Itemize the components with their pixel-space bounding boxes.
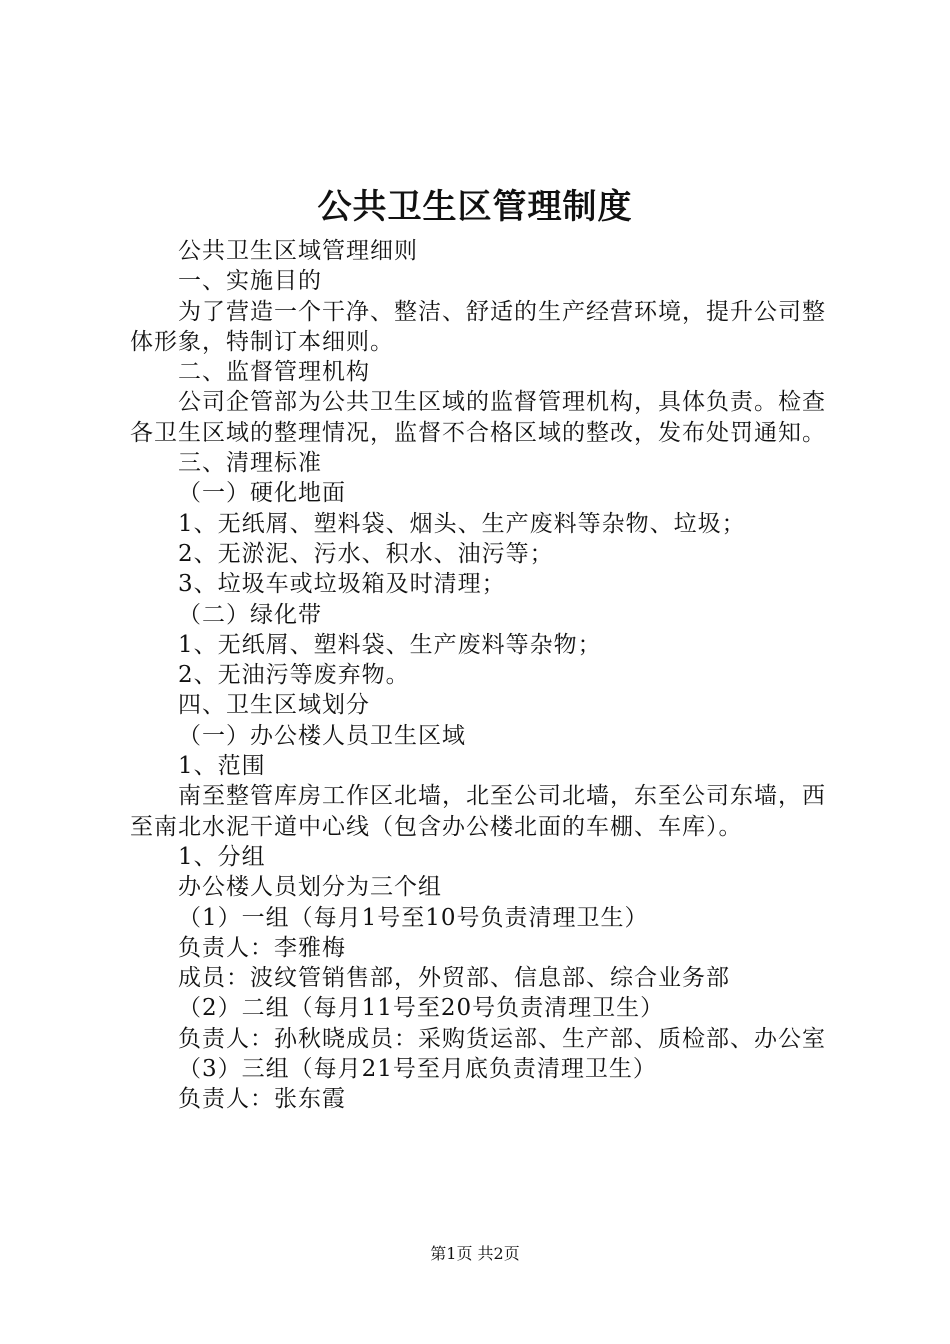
paragraph: 2、无油污等废弃物。 [178,662,410,689]
paragraph: 成员：波纹管销售部，外贸部、信息部、综合业务部 [178,965,730,992]
paragraph: 办公楼人员划分为三个组 [178,874,442,901]
paragraph: 1、分组 [178,843,266,870]
paragraph: 1、范围 [178,753,266,780]
paragraph: （一）硬化地面 [178,480,346,507]
paragraph: 二、监督管理机构 [178,359,370,386]
paragraph: 公司企管部为公共卫生区域的监督管理机构，具体负责。检查各卫生区域的整理情况，监督不合格区域的整改，发布处罚通知。 [130,389,826,446]
paragraph: 四、卫生区域划分 [178,692,370,719]
paragraph: 为了营造一个干净、整洁、舒适的生产经营环境，提升公司整体形象，特制订本细则。 [130,298,826,355]
paragraph: （3）三组（每月21号至月底负责清理卫生） [178,1056,657,1083]
document-title: 公共卫生区管理制度 [317,187,633,227]
paragraph: （二）绿化带 [178,601,322,628]
paragraph: （2）二组（每月11号至20号负责清理卫生） [178,995,665,1022]
paragraph: 负责人：李雅梅 [178,934,346,961]
paragraph: 三、清理标准 [178,450,322,477]
paragraph: 南至整管库房工作区北墙，北至公司北墙，东至公司东墙，西至南北水泥干道中心线（包含办公楼北面的车棚、车库）。 [130,783,826,840]
paragraph: 1、无纸屑、塑料袋、生产废料等杂物； [178,631,602,658]
paragraph: 负责人：孙秋晓成员：采购货运部、生产部、质检部、办公室 [178,1025,826,1052]
paragraph: （一）办公楼人员卫生区域 [178,722,466,749]
paragraph: 一、实施目的 [178,268,322,295]
paragraph: 1、无纸屑、塑料袋、烟头、生产废料等杂物、垃圾； [178,510,746,537]
document-body [130,236,830,1115]
paragraph: 3、垃圾车或垃圾箱及时清理； [178,571,506,598]
paragraph: 公共卫生区域管理细则 [178,238,418,264]
paragraph: 2、无淤泥、污水、积水、油污等； [178,540,554,567]
page-footer: 第1页 共2页 [430,1244,520,1263]
paragraph: （1）一组（每月1号至10号负责清理卫生） [178,904,649,931]
paragraph: 负责人：张东霞 [178,1086,346,1113]
